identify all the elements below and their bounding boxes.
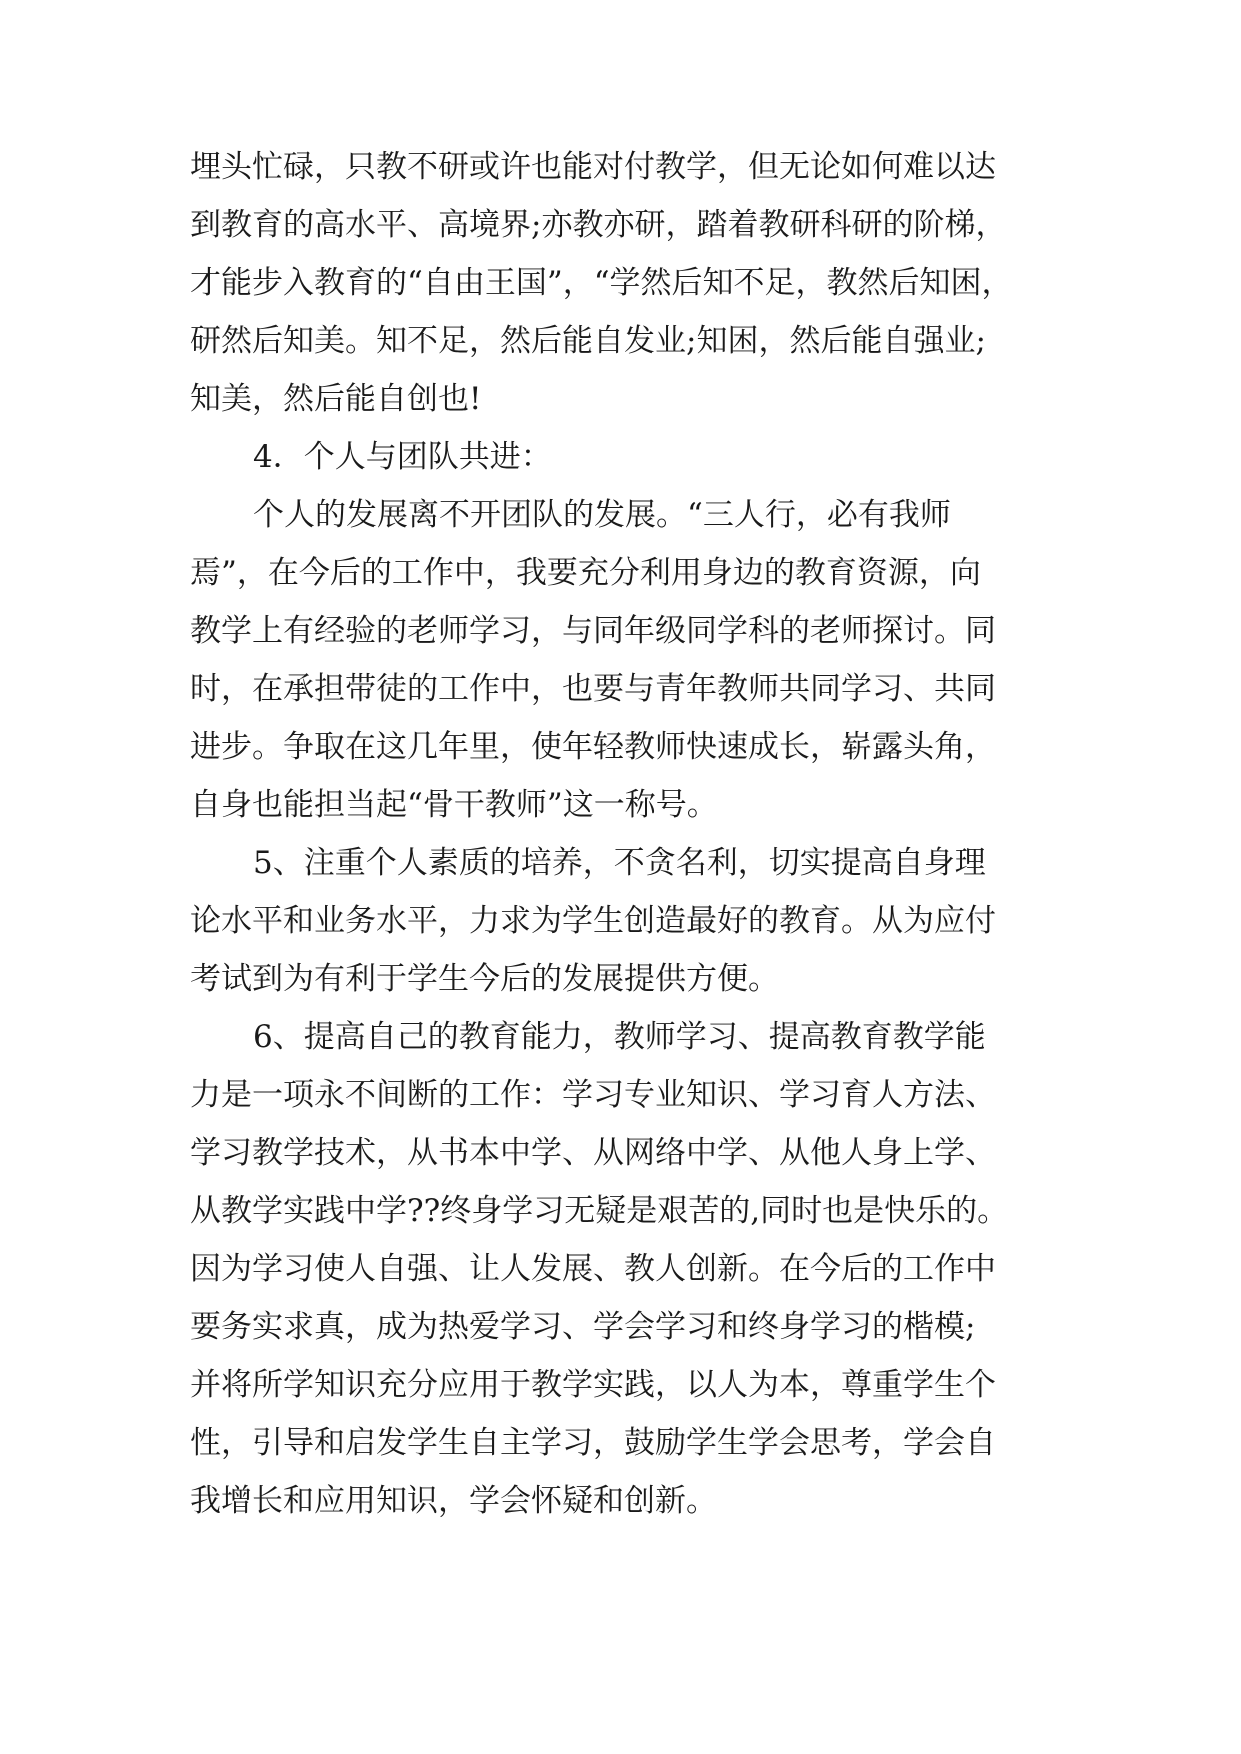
text-line: 6、提高自己的教育能力，教师学习、提高教育教学能 [253,1019,986,1055]
text-line: 埋头忙碌，只教不研或许也能对付教学，但无论如何难以达 [190,149,996,185]
text-line: 个人的发展离不开团队的发展。“三人行，必有我师 [253,497,951,533]
text-line: 自身也能担当起“骨干教师”这一称号。 [190,787,718,823]
text-line: 研然后知美。知不足，然后能自发业;知困，然后能自强业; [190,323,986,359]
text-line: 知美，然后能自创也! [190,381,482,417]
text-line: 进步。争取在这几年里，使年轻教师快速成长，崭露头角， [190,729,996,765]
text-line: 要务实求真，成为热爱学习、学会学习和终身学习的楷模; [190,1309,976,1345]
text-line: 因为学习使人自强、让人发展、教人创新。在今后的工作中 [190,1251,996,1287]
text-line: 论水平和业务水平，力求为学生创造最好的教育。从为应付 [190,903,996,939]
text-line: 我增长和应用知识，学会怀疑和创新。 [190,1483,717,1519]
text-line: 5、注重个人素质的培养，不贪名利，切实提高自身理 [253,845,986,881]
text-line: 焉”，在今后的工作中，我要充分利用身边的教育资源，向 [190,555,981,591]
text-line: 教学上有经验的老师学习，与同年级同学科的老师探讨。同 [190,613,996,649]
text-line: 力是一项永不间断的工作：学习专业知识、学习育人方法、 [190,1077,996,1113]
text-line: 从教学实践中学??终身学习无疑是艰苦的,同时也是快乐的。 [190,1193,1009,1229]
text-line: 到教育的高水平、高境界;亦教亦研，踏着教研科研的阶梯， [190,207,1007,243]
text-line: 时，在承担带徒的工作中，也要与青年教师共同学习、共同 [190,671,996,707]
section-heading: 4．个人与团队共进： [253,439,552,475]
text-line: 并将所学知识充分应用于教学实践，以人为本，尊重学生个 [190,1367,996,1403]
text-line: 性，引导和启发学生自主学习，鼓励学生学会思考，学会自 [190,1425,996,1461]
text-line: 才能步入教育的“自由王国”，“学然后知不足，教然后知困， [190,265,1013,301]
text-line: 考试到为有利于学生今后的发展提供方便。 [190,961,779,997]
text-line: 学习教学技术，从书本中学、从网络中学、从他人身上学、 [190,1135,996,1171]
